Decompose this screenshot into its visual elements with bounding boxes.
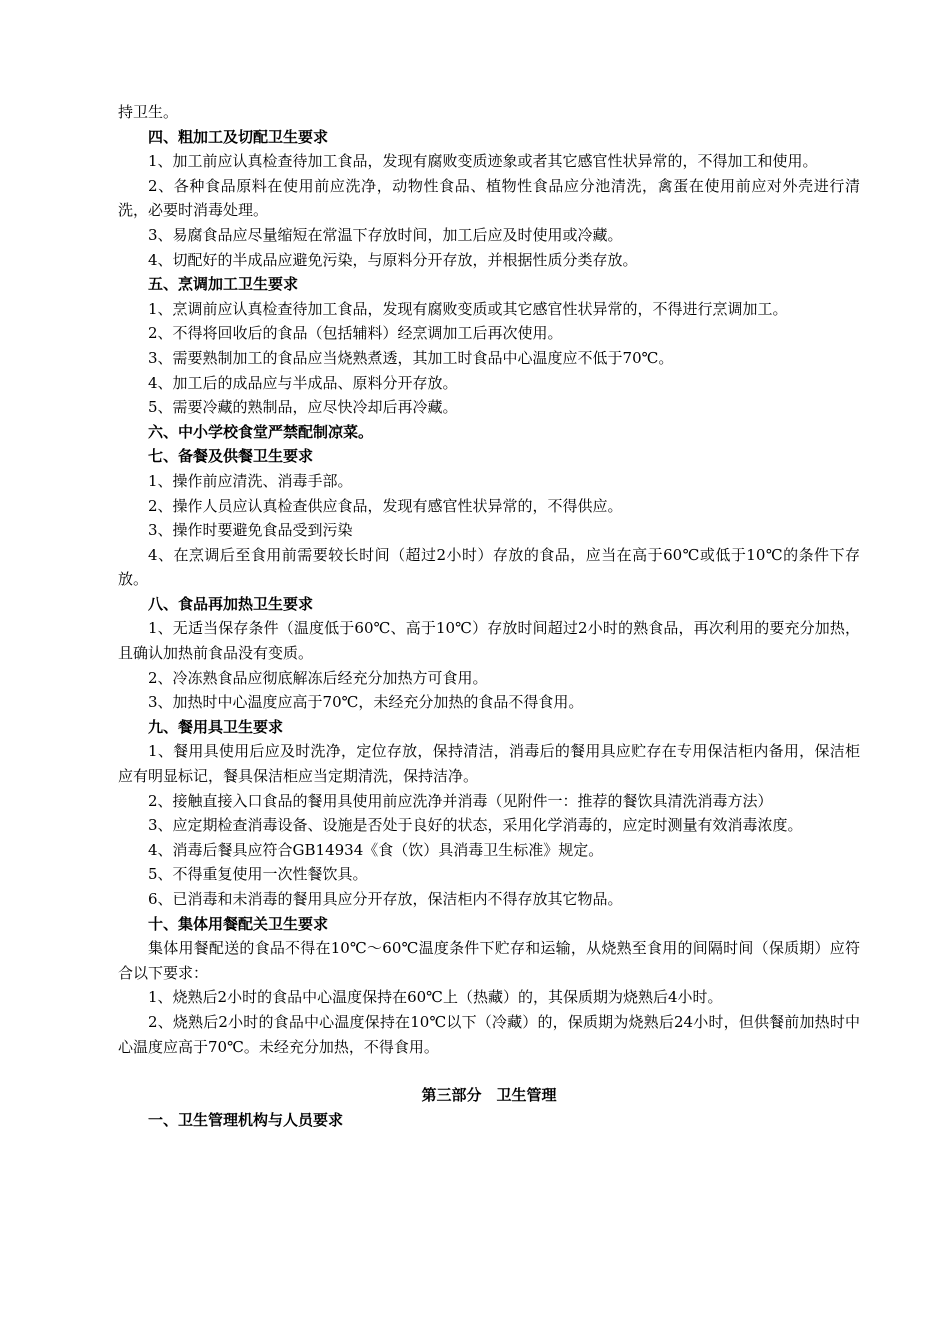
paragraph: 6、已消毒和未消毒的餐用具应分开存放，保洁柜内不得存放其它物品。 [148, 890, 623, 908]
paragraph: 1、烧熟后2小时的食品中心温度保持在60℃上（热藏）的，其保质期为烧熟后4小时。 [148, 988, 723, 1007]
paragraph: 4、在烹调后至食用前需要较长时间（超过2小时）存放的食品，应当在高于60℃或低于10℃的条件下存放。 [118, 545, 860, 589]
paragraph: 2、接触直接入口食品的餐用具使用前应洗净并消毒（见附件一：推荐的餐饮具清洗消毒方法） [148, 791, 773, 810]
section-heading: 四、粗加工及切配卫生要求 [148, 127, 329, 146]
paragraph: 1、加工前应认真检查待加工食品，发现有腐败变质迹象或者其它感官性状异常的，不得加工和使用。 [148, 152, 818, 171]
paragraph: 1、烹调前应认真检查待加工食品，发现有腐败变质或其它感官性状异常的，不得进行烹调加工。 [148, 299, 788, 318]
paragraph: 4、消毒后餐具应符合GB14934《食（饮）具消毒卫生标准》规定。 [148, 840, 604, 859]
section-gap [118, 1059, 860, 1083]
paragraph: 3、操作时要避免食品受到污染 [148, 521, 353, 540]
section-heading: 七、备餐及供餐卫生要求 [148, 447, 314, 466]
paragraph: 3、应定期检查消毒设备、设施是否处于良好的状态，采用化学消毒的，应定时测量有效消毒浓度。 [148, 816, 803, 835]
paragraph: 持卫生。 [118, 103, 179, 121]
paragraph: 5、不得重复使用一次性餐饮具。 [148, 865, 368, 884]
paragraph: 2、冷冻熟食品应彻底解冻后经充分加热方可食用。 [148, 668, 488, 687]
section-heading: 五、烹调加工卫生要求 [148, 275, 299, 294]
section-heading: 一、卫生管理机构与人员要求 [148, 1110, 344, 1129]
paragraph: 2、不得将回收后的食品（包括辅料）经烹调加工后再次使用。 [148, 324, 563, 343]
paragraph: 3、易腐食品应尽量缩短在常温下存放时间，加工后应及时使用或冷藏。 [148, 225, 623, 244]
paragraph: 1、餐用具使用后应及时洗净，定位存放，保持清洁，消毒后的餐用具应贮存在专用保洁柜内备用，保洁柜应有明显标记，餐具保洁柜应当定期清洗，保持洁净。 [118, 742, 860, 786]
paragraph: 2、各种食品原料在使用前应洗净，动物性食品、植物性食品应分池清洗，禽蛋在使用前应对外壳进行清洗，必要时消毒处理。 [118, 176, 860, 220]
section-heading: 十、集体用餐配关卫生要求 [148, 914, 329, 933]
document-page [118, 100, 860, 1132]
paragraph: 4、加工后的成品应与半成品、原料分开存放。 [148, 373, 458, 392]
paragraph: 2、烧熟后2小时的食品中心温度保持在10℃以下（冷藏）的，保质期为烧熟后24小时，但供餐前加热时中心温度应高于70℃。未经充分加热，不得食用。 [118, 1012, 860, 1056]
paragraph: 1、无适当保存条件（温度低于60℃、高于10℃）存放时间超过2小时的熟食品，再次利用的要充分加热，且确认加热前食品没有变质。 [118, 619, 860, 663]
part-title: 第三部分 卫生管理 [421, 1086, 557, 1105]
paragraph: 1、操作前应清洗、消毒手部。 [148, 471, 353, 490]
paragraph: 3、需要熟制加工的食品应当烧熟煮透，其加工时食品中心温度应不低于70℃。 [148, 348, 674, 367]
paragraph: 4、切配好的半成品应避免污染，与原料分开存放，并根据性质分类存放。 [148, 250, 638, 269]
paragraph: 2、操作人员应认真检查供应食品，发现有感官性状异常的，不得供应。 [148, 496, 623, 515]
paragraph: 3、加热时中心温度应高于70℃，未经充分加热的食品不得食用。 [148, 693, 584, 712]
paragraph: 5、需要冷藏的熟制品，应尽快冷却后再冷藏。 [148, 398, 458, 417]
paragraph: 集体用餐配送的食品不得在10℃～60℃温度条件下贮存和运输，从烧熟至食用的间隔时间（保质期）应符合以下要求： [118, 939, 860, 982]
section-heading: 八、食品再加热卫生要求 [148, 594, 314, 613]
section-heading: 六、中小学校食堂严禁配制凉菜。 [148, 422, 374, 441]
section-heading: 九、餐用具卫生要求 [148, 717, 284, 736]
